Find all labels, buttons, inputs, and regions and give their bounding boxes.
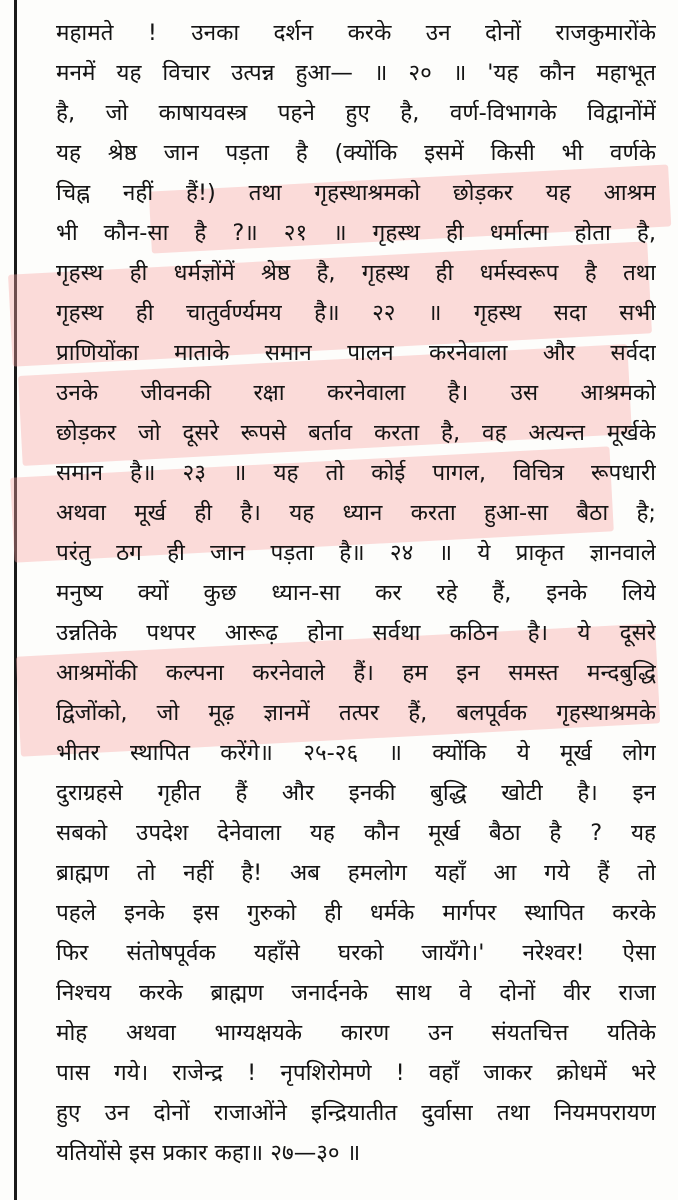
text-line: गृहस्थ ही धर्मज्ञोंमें श्रेष्ठ है, गृहस्थ ही धर्मस्वरूप है तथा: [56, 260, 656, 286]
text-line: प्राणियोंका माताके समान पालन करनेवाला और सर्वदा: [56, 340, 656, 366]
text-line: निश्चय करके ब्राह्मण जनार्दनके साथ वे दोनों वीर राजा: [56, 980, 656, 1006]
text-line: सबको उपदेश देनेवाला यह कौन मूर्ख बैठा है ? यह: [56, 820, 656, 846]
text-line: पहले इनके इस गुरुको ही धर्मके मार्गपर स्थापित करके: [56, 900, 656, 926]
text-line: हुए उन दोनों राजाओंने इन्द्रियातीत दुर्वासा तथा नियमपरायण: [56, 1100, 656, 1126]
text-line: पास गये। राजेन्द्र ! नृपशिरोमणे ! वहाँ जाकर क्रोधमें भरे: [56, 1060, 656, 1086]
text-line: अथवा मूर्ख ही है। यह ध्यान करता हुआ-सा बैठा है;: [56, 500, 656, 526]
text-line: गृहस्थ ही चातुर्वर्ण्यमय है॥ २२ ॥ गृहस्थ सदा सभी: [56, 300, 656, 326]
text-line: भी कौन-सा है ?॥ २१ ॥ गृहस्थ ही धर्मात्मा होता है,: [56, 220, 656, 246]
text-line: फिर संतोषपूर्वक यहाँसे घरको जायँगे।' नरेश्वर! ऐसा: [56, 940, 656, 966]
text-line: मनुष्य क्यों कुछ ध्यान-सा कर रहे हैं, इनके लिये: [56, 580, 656, 606]
text-line: द्विजोंको, जो मूढ़ ज्ञानमें तत्पर हैं, बलपूर्वक गृहस्थाश्रमके: [56, 700, 656, 726]
text-line: समान है॥ २३ ॥ यह तो कोई पागल, विचित्र रूपधारी: [56, 460, 656, 486]
text-line: छोड़कर जो दूसरे रूपसे बर्ताव करता है, वह अत्यन्त मूर्खके: [56, 420, 656, 446]
text-line: उन्नतिके पथपर आरूढ़ होना सर्वथा कठिन है। ये दूसरे: [56, 620, 656, 646]
text-line: मोह अथवा भाग्यक्षयके कारण उन संयतचित्त यतिके: [56, 1020, 656, 1046]
text-line: उनके जीवनकी रक्षा करनेवाला है। उस आश्रमको: [56, 380, 656, 406]
text-line: है, जो काषायवस्त्र पहने हुए है, वर्ण-विभागके विद्वानोंमें: [56, 100, 656, 126]
page-left-edge-rule: [14, 0, 17, 1200]
text-line: महामते ! उनका दर्शन करके उन दोनों राजकुमारोंके: [56, 20, 656, 46]
text-line-last: यतियोंसे इस प्रकार कहा॥ २७—३० ॥: [56, 1140, 361, 1166]
text-line: भीतर स्थापित करेंगे॥ २५-२६ ॥ क्योंकि ये मूर्ख लोग: [56, 740, 656, 766]
text-line: मनमें यह विचार उत्पन्न हुआ— ॥ २० ॥ 'यह कौन महाभूत: [56, 60, 656, 86]
text-line: परंतु ठग ही जान पड़ता है॥ २४ ॥ ये प्राकृत ज्ञानवाले: [56, 540, 656, 566]
text-line: आश्रमोंकी कल्पना करनेवाले हैं। हम इन समस्त मन्दबुद्धि: [56, 660, 656, 686]
text-line: यह श्रेष्ठ जान पड़ता है (क्योंकि इसमें किसी भी वर्णके: [56, 140, 656, 166]
text-line: चिह्न नहीं हैं!) तथा गृहस्थाश्रमको छोड़कर यह आश्रम: [56, 180, 656, 206]
text-line: ब्राह्मण तो नहीं है! अब हमलोग यहाँ आ गये हैं तो: [56, 860, 656, 886]
text-line: दुराग्रहसे गृहीत हैं और इनकी बुद्धि खोटी है। इन: [56, 780, 656, 806]
